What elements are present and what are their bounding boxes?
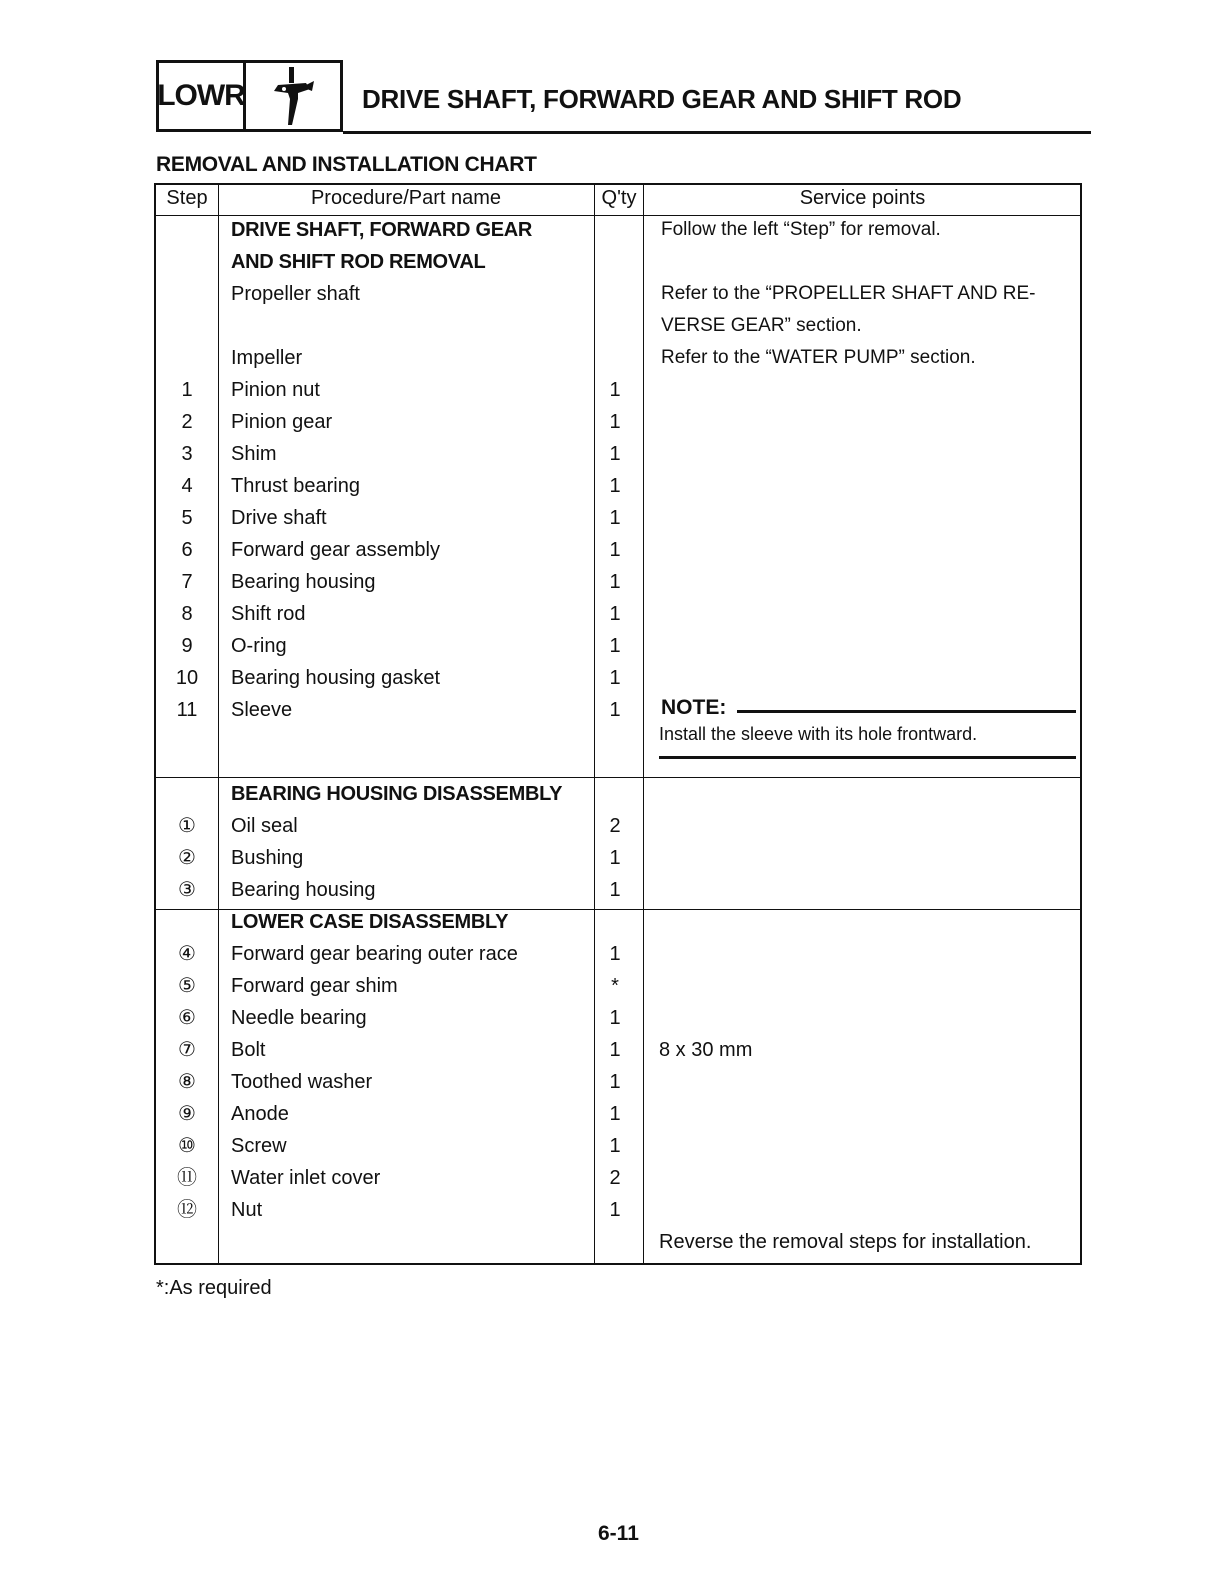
part-name: Bushing — [231, 847, 304, 869]
step-number: 1 — [181, 379, 193, 401]
step-number: ⑩ — [178, 1135, 196, 1157]
part-qty: 1 — [609, 475, 621, 497]
part-qty: 1 — [609, 571, 621, 593]
part-name: Needle bearing — [231, 1007, 367, 1029]
part-name: Bearing housing — [231, 879, 376, 901]
part-qty: 1 — [609, 1103, 621, 1125]
part-qty: 1 — [609, 1071, 621, 1093]
header-rule — [343, 131, 1091, 134]
part-name: Bearing housing — [231, 571, 376, 593]
part-qty: 1 — [609, 1199, 621, 1221]
part-qty: 1 — [609, 1135, 621, 1157]
service-point: Reverse the removal steps for installation. — [659, 1231, 1032, 1253]
part-qty: 2 — [609, 1167, 621, 1189]
step-number: 6 — [181, 539, 193, 561]
part-name: Bolt — [231, 1039, 266, 1061]
part-name: Bearing housing gasket — [231, 667, 441, 689]
part-name: Thrust bearing — [231, 475, 360, 497]
section-heading: DRIVE SHAFT, FORWARD GEAR — [231, 219, 533, 241]
step-number: ④ — [178, 943, 196, 965]
step-number: ② — [178, 847, 196, 869]
step-number: 10 — [175, 667, 199, 689]
section-divider — [154, 909, 1082, 910]
step-number: ⑧ — [178, 1071, 196, 1093]
part-name: Screw — [231, 1135, 287, 1157]
part-name: Shift rod — [231, 603, 306, 625]
column-header-service: Service points — [799, 187, 926, 209]
step-number: 7 — [181, 571, 193, 593]
footnote: *:As required — [156, 1277, 272, 1299]
part-qty: 2 — [609, 815, 621, 837]
step-number: ⑪ — [177, 1167, 197, 1189]
service-point: Refer to the “PROPELLER SHAFT AND RE- — [661, 283, 1036, 304]
service-point: VERSE GEAR” section. — [661, 315, 862, 336]
part-qty: 1 — [609, 1007, 621, 1029]
part-name: Propeller shaft — [231, 283, 360, 305]
part-name: Shim — [231, 443, 277, 465]
chart-title: REMOVAL AND INSTALLATION CHART — [156, 153, 537, 176]
part-name: Water inlet cover — [231, 1167, 381, 1189]
part-name: Sleeve — [231, 699, 293, 721]
column-header-procedure: Procedure/Part name — [310, 187, 502, 209]
part-name: Impeller — [231, 347, 303, 369]
step-number: 4 — [181, 475, 193, 497]
outboard-lower-unit-icon — [243, 60, 343, 132]
step-number: 2 — [181, 411, 193, 433]
part-name: Forward gear bearing outer race — [231, 943, 518, 965]
part-qty: 1 — [609, 411, 621, 433]
service-point: 8 x 30 mm — [659, 1039, 753, 1061]
step-number: ① — [178, 815, 196, 837]
part-name: Toothed washer — [231, 1071, 373, 1093]
part-qty: 1 — [609, 379, 621, 401]
part-qty: 1 — [609, 635, 621, 657]
note-text: Install the sleeve with its hole frontward. — [659, 724, 978, 744]
part-qty: 1 — [609, 1039, 621, 1061]
step-number: 11 — [176, 699, 198, 721]
header-row-divider — [154, 215, 1082, 216]
column-divider — [218, 183, 219, 1265]
part-name: Forward gear assembly — [231, 539, 440, 561]
part-qty: 1 — [609, 943, 621, 965]
page-title: DRIVE SHAFT, FORWARD GEAR AND SHIFT ROD — [362, 84, 962, 114]
part-qty: 1 — [609, 667, 621, 689]
part-name: Drive shaft — [231, 507, 327, 529]
part-name: Anode — [231, 1103, 289, 1125]
column-header-qty: Q'ty — [601, 187, 637, 209]
section-heading: LOWER CASE DISASSEMBLY — [231, 911, 509, 933]
part-qty: 1 — [609, 507, 621, 529]
part-qty: 1 — [609, 699, 621, 721]
step-number: ⑨ — [178, 1103, 196, 1125]
step-number: 8 — [181, 603, 193, 625]
section-badge: LOWR — [156, 60, 246, 132]
service-point: Refer to the “WATER PUMP” section. — [661, 347, 976, 368]
part-qty: * — [611, 975, 619, 997]
note-rule — [659, 756, 1076, 759]
part-name: Forward gear shim — [231, 975, 398, 997]
section-divider — [154, 777, 1082, 778]
step-number: 3 — [181, 443, 193, 465]
part-qty: 1 — [609, 879, 621, 901]
part-qty: 1 — [609, 603, 621, 625]
step-number: ⑥ — [178, 1007, 196, 1029]
part-name: Nut — [231, 1199, 263, 1221]
step-number: ⑤ — [178, 975, 196, 997]
note-rule — [737, 710, 1076, 713]
part-name: Pinion nut — [231, 379, 320, 401]
step-number: ③ — [178, 879, 196, 901]
section-heading: BEARING HOUSING DISASSEMBLY — [231, 783, 563, 805]
column-header-step: Step — [166, 187, 208, 209]
part-name: Pinion gear — [231, 411, 333, 433]
page-number: 6-11 — [598, 1522, 639, 1545]
step-number: ⑫ — [177, 1199, 197, 1221]
note-label: NOTE: — [661, 696, 727, 719]
part-qty: 1 — [609, 539, 621, 561]
column-divider — [594, 183, 595, 1265]
step-number: 9 — [181, 635, 193, 657]
part-name: Oil seal — [231, 815, 298, 837]
part-qty: 1 — [609, 443, 621, 465]
part-qty: 1 — [609, 847, 621, 869]
step-number: ⑦ — [178, 1039, 196, 1061]
column-divider — [643, 183, 644, 1265]
section-heading: AND SHIFT ROD REMOVAL — [231, 251, 486, 273]
part-name: O-ring — [231, 635, 287, 657]
step-number: 5 — [181, 507, 193, 529]
service-point: Follow the left “Step” for removal. — [661, 219, 941, 240]
